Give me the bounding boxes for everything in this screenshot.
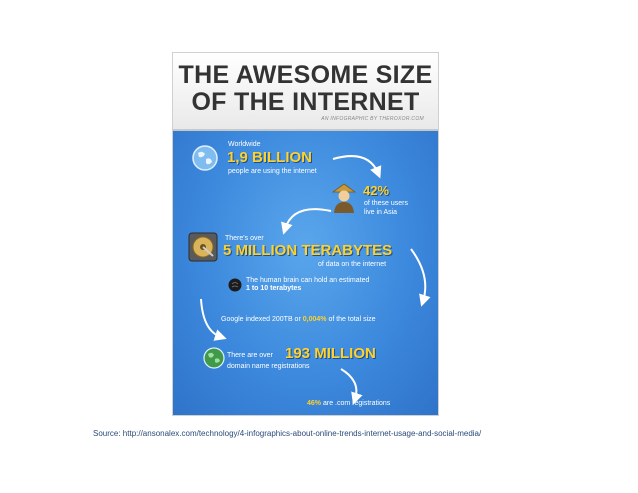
stat-data-text: of data on the internet	[318, 261, 387, 268]
stat-asia-percent: 42%	[363, 183, 390, 198]
google-text-post: of the total size	[328, 316, 376, 323]
infographic	[172, 52, 439, 416]
domains-label: There are over	[227, 352, 273, 359]
google-percent: 0,004%	[302, 316, 327, 323]
person-icon	[331, 181, 357, 213]
title-line-2: OF THE INTERNET	[191, 88, 420, 116]
google-indexed-text	[221, 316, 376, 324]
stat-users-text: people are using the internet	[228, 168, 317, 175]
com-registrations-text	[307, 400, 390, 408]
stat-data-amount: 5 MILLION TERABYTES	[223, 242, 393, 259]
byline: AN INFOGRAPHIC BY THEROXOR.COM	[321, 116, 424, 122]
source-citation: Source: http://ansonalex.com/technology/4-infographics-about-online-trends-internet-usage-and-social-media/	[93, 429, 482, 438]
domains-count: 193 MILLION	[285, 345, 376, 362]
com-percent: 46%	[307, 400, 322, 407]
infographic-body	[173, 131, 438, 416]
stat-asia-text-1: of these users	[364, 200, 408, 207]
globe-icon	[203, 347, 225, 369]
brain-text-2: 1 to 10 terabytes	[246, 285, 302, 292]
globe-icon	[192, 145, 218, 171]
stat-users-count: 1,9 BILLION	[227, 149, 313, 166]
google-text-pre: Google indexed 200TB or	[221, 316, 301, 323]
hard-drive-icon	[188, 232, 218, 262]
stat-worldwide-label: Worldwide	[228, 141, 261, 148]
brain-text-1: The human brain can hold an estimated	[246, 277, 370, 284]
stat-data-label: There's over	[225, 235, 264, 242]
domains-text: domain name registrations	[227, 363, 310, 370]
infographic-header	[173, 53, 438, 131]
title-line-1: THE AWESOME SIZE	[178, 61, 433, 89]
brain-icon	[228, 278, 242, 292]
com-text: are .com registrations	[322, 400, 391, 407]
stat-asia-text-2: live in Asia	[364, 209, 398, 216]
